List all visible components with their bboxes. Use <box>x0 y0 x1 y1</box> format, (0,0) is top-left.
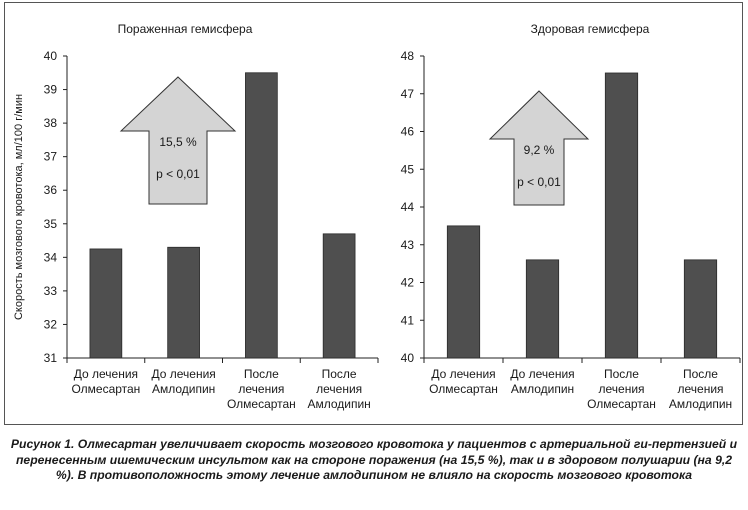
chart1-category-label: До лечения <box>73 367 139 381</box>
chart1-bar <box>90 249 122 358</box>
chart2-annotation-text: p < 0,01 <box>517 175 561 189</box>
chart2-category-label: лечения <box>598 382 645 396</box>
chart1-y-tick-label: 34 <box>43 250 57 265</box>
chart1-y-tick-label: 32 <box>43 317 57 332</box>
chart2-bar <box>447 226 479 358</box>
chart1-bar <box>323 234 355 358</box>
chart2-y-tick-label: 40 <box>400 351 414 365</box>
chart1-category-label: После <box>321 367 357 381</box>
chart2-y-tick-label: 45 <box>400 162 414 177</box>
chart2-bar <box>684 260 716 358</box>
chart2-y-tick-label: 43 <box>400 237 414 252</box>
chart1-category-label: Амлодипин <box>307 397 371 411</box>
chart1-category-label: Амлодипин <box>151 382 216 396</box>
chart2-y-tick-label: 44 <box>400 200 414 214</box>
chart2-bar <box>526 260 558 358</box>
chart1-y-tick-label: 31 <box>43 351 57 365</box>
chart2-category-label: До лечения <box>431 367 496 381</box>
chart2-category-label: После <box>683 367 718 381</box>
chart1-y-tick-label: 36 <box>43 183 57 198</box>
chart1-annotation-text: 15,5 % <box>159 135 197 149</box>
chart1-category-label: лечения <box>238 382 285 396</box>
chart2-category-label: Олмесартан <box>429 382 498 396</box>
chart2-category-label: До лечения <box>510 367 575 381</box>
chart1-category-label: Олмесартан <box>226 397 296 411</box>
chart1-bar <box>168 247 200 358</box>
chart1-y-tick-label: 37 <box>43 149 57 164</box>
chart2-y-tick-label: 41 <box>400 313 414 328</box>
chart1-annotation-text: p < 0,01 <box>156 167 200 181</box>
chart1-category-label: До лечения <box>151 367 216 381</box>
chart1-title: Пораженная гемисфера <box>117 22 253 36</box>
chart1-y-tick-label: 39 <box>43 82 57 97</box>
chart1-y-tick-label: 40 <box>43 49 57 63</box>
chart1-y-tick-label: 35 <box>43 216 57 231</box>
chart2-category-label: лечения <box>677 382 724 396</box>
chart2-category-label: Амлодипин <box>510 382 575 396</box>
figure-caption: Рисунок 1. Олмесартан увеличивает скорость мозгового кровотока у пациентов с артериальной ги-пертензией и перенесенным ишемическим инсультом как на стороне поражения (на 15,5 %), так и в здоровом полушарии (на 9,2 %). В противоположность этому лечение амлодипином не влияло на скорость мозгового кровотока <box>10 437 738 482</box>
chart1-bar <box>245 73 277 358</box>
chart2-category-label: Амлодипин <box>668 397 733 411</box>
chart2-y-tick-label: 47 <box>400 86 414 101</box>
chart1-category-label: После <box>243 367 279 381</box>
chart1-y-tick-label: 38 <box>43 116 57 131</box>
chart1-category-label: лечения <box>316 382 363 396</box>
chart2-category-label: Олмесартан <box>587 397 656 411</box>
chart2-bar <box>605 73 637 358</box>
chart2-y-tick-label: 42 <box>400 275 414 290</box>
chart2-category-label: После <box>604 367 639 381</box>
chart1-y-axis-label: Скорость мозгового кровотока, мл/100 г/мин <box>13 93 25 321</box>
chart2-title: Здоровая гемисфера <box>530 22 650 36</box>
chart2-y-tick-label: 48 <box>400 49 414 63</box>
chart2-annotation-text: 9,2 % <box>523 143 555 157</box>
chart1-category-label: Олмесартан <box>71 382 141 396</box>
chart1-y-tick-label: 33 <box>43 283 57 298</box>
chart2-y-tick-label: 46 <box>400 124 414 139</box>
